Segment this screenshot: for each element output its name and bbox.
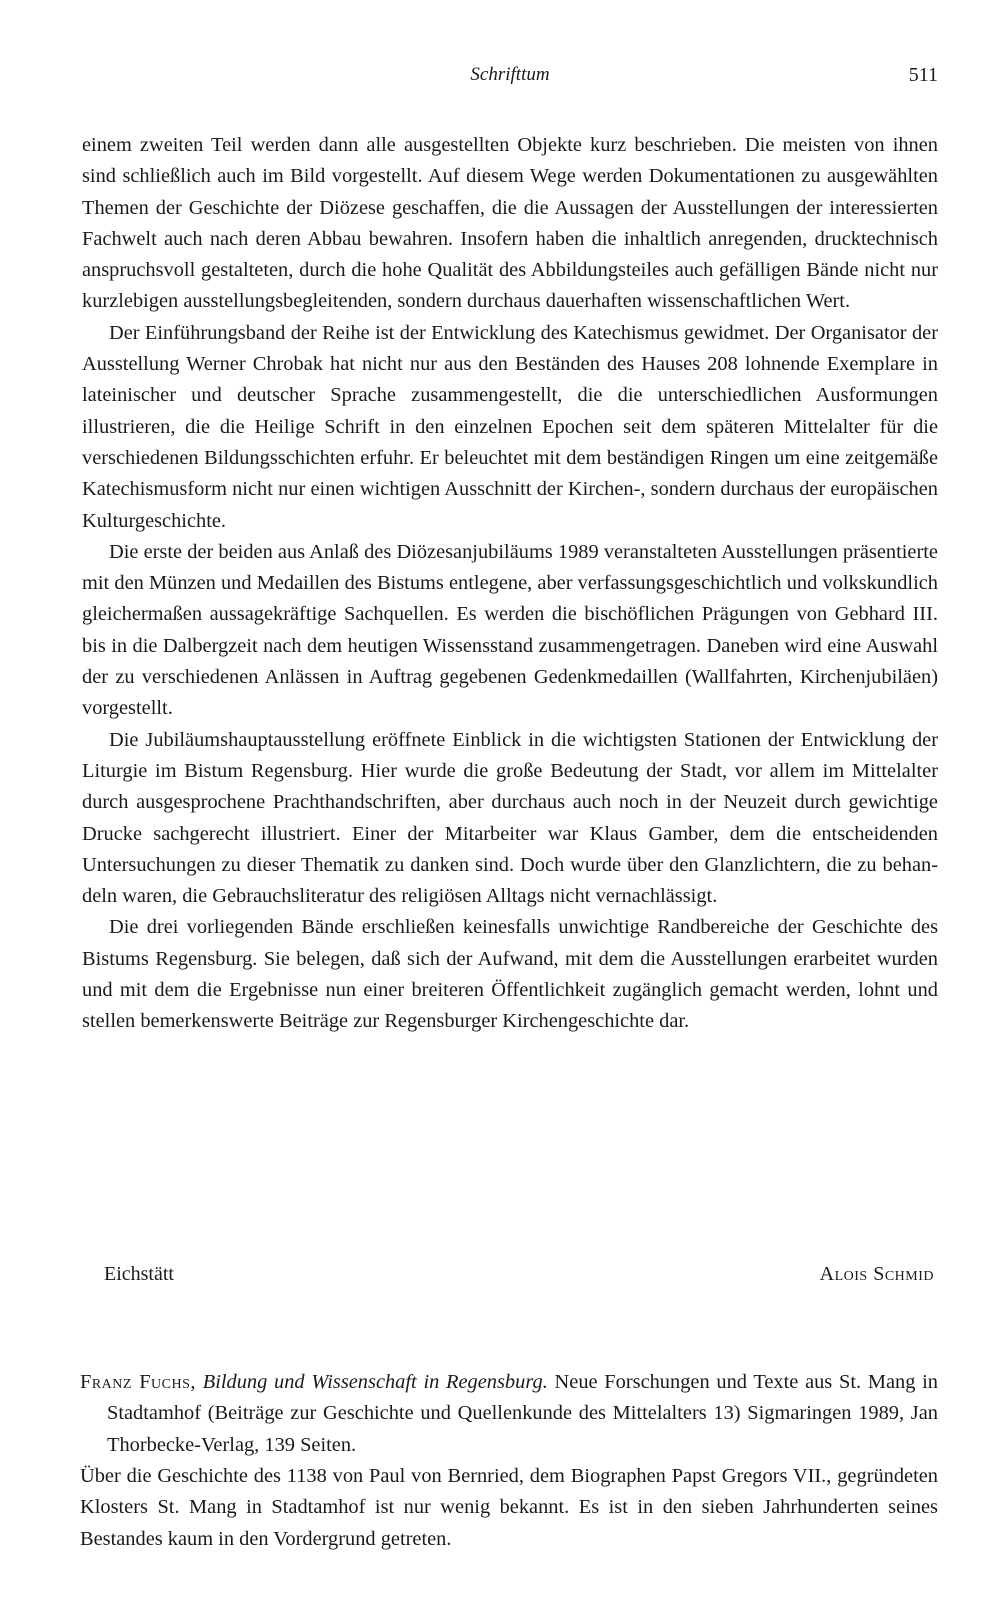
paragraph-4: Die Jubiläumshauptausstellung eröffnete Einblick in die wichtigsten Stationen der Entwicklung der Liturgie im Bistum Regensburg. Hier wurde die große Bedeutung der Stadt, vor allem im Mittelalter durch ausgesprochene Prachthandschriften, aber durchaus auch noch in der Neuzeit durch gewichtige Drucke sachgerecht illustriert. Einer der Mitarbeiter war Klaus Gamber, dem die entscheidenden Untersuchungen zu dieser Thematik zu danken sind. Doch wurde über den Glanzlichtern, die zu behandeln waren, die Gebrauchsliteratur des religiösen Alltags nicht vernachlässigt.: [82, 728, 938, 908]
signature-place: Eichstätt: [104, 1263, 174, 1285]
running-head: [80, 64, 940, 94]
signature-author: Alois Schmid: [819, 1263, 934, 1285]
next-review-citation: [80, 1367, 938, 1461]
paragraph-1: einem zweiten Teil werden dann alle ausgestellten Objekte kurz beschrieben. Die meisten von ihnen sind schließlich auch im Bild vorgestellt. Auf diesem Wege werden Dokumentationen zu ausgewählten Themen der Geschichte der Diözese geschaffen, die die Aussagen der Ausstellungen der interessierten Fachwelt auch nach deren Abbau bewahren. Insofern haben die inhaltlich anregenden, drucktechnisch anspruchsvoll gestalteten, durch die hohe Qualität des Abbildungsteiles auch gefälligen Bände nicht nur kurzlebigen ausstellungsbegleitenden, sondern durchaus dauerhaften wissenschaftlichen Wert.: [82, 134, 938, 313]
review-body-text: [82, 130, 938, 1038]
review-signature: [104, 1263, 934, 1295]
paragraph-2: Der Einführungsband der Reihe ist der Entwicklung des Katechismus gewidmet. Der Organisator der Ausstellung Werner Chrobak hat nicht nur aus den Beständen des Hauses 208 lohnende Exemplare in lateinischer und deutscher Sprache zusammengestellt, die die unterschiedlichen Ausformungen illustrieren, die die Heilige Schrift in den einzelnen Epochen seit dem späteren Mittelalter für die verschiedenen Bildungsschichten erfuhr. Er beleuchtet mit dem beständigen Ringen um eine zeitgemäße Katechismusform nicht nur einen wichtigen Ausschnitt der Kirchen-, sondern durchaus der europäischen Kulturgeschichte.: [82, 321, 938, 532]
paragraph-3: Die erste der beiden aus Anlaß des Diözesanjubiläums 1989 veranstalteten Ausstellungen präsentierte mit den Münzen und Medaillen des Bistums entlegene, aber verfassungsgeschichtlich und volkskundlich gleichermaßen aussagekräftige Sachquellen. Es werden die bischöflichen Prägungen von Gebhard III. bis in die Dalbergzeit nach dem heutigen Wissensstand zusammengetragen. Daneben wird eine Auswahl der zu verschiedenen Anlässen in Auftrag gegebenen Gedenkmedaillen (Wallfahrten, Kirchenjubiläen) vorgestellt.: [82, 540, 938, 720]
next-review-details: Neue Forschungen und Texte aus St. Mang in Stadtamhof (Beiträge zur Geschichte und Quellenkunde des Mittelalters 13) Sigmaringen 1989, Jan Thorbecke-Verlag, 139 Seiten.: [107, 1371, 938, 1456]
next-review-title: Bildung und Wissenschaft in Regensburg.: [202, 1371, 548, 1393]
running-title: Schrifttum: [470, 64, 550, 85]
next-review-author: Franz Fuchs,: [80, 1371, 196, 1393]
next-review-body: Über die Geschichte des 1138 von Paul von Bernried, dem Biographen Papst Gregors VII., gegründeten Klosters St. Mang in Stadtamhof ist nur wenig bekannt. Es ist in den sieben Jahrhunderten seines Bestandes kaum in den Vordergrund getreten.: [80, 1465, 938, 1550]
paragraph-5: Die drei vorliegenden Bände erschließen keinesfalls unwichtige Randbereiche der Geschichte des Bistums Regensburg. Sie belegen, daß sich der Aufwand, mit dem die Ausstellungen erarbeitet wurden und mit dem die Ergebnisse nun einer breiteren Öffentlichkeit zugänglich gemacht werden, lohnt und stellen bemerkenswerte Beiträge zur Regensburger Kirchengeschichte dar.: [82, 916, 938, 1033]
page-number: 511: [908, 64, 938, 86]
